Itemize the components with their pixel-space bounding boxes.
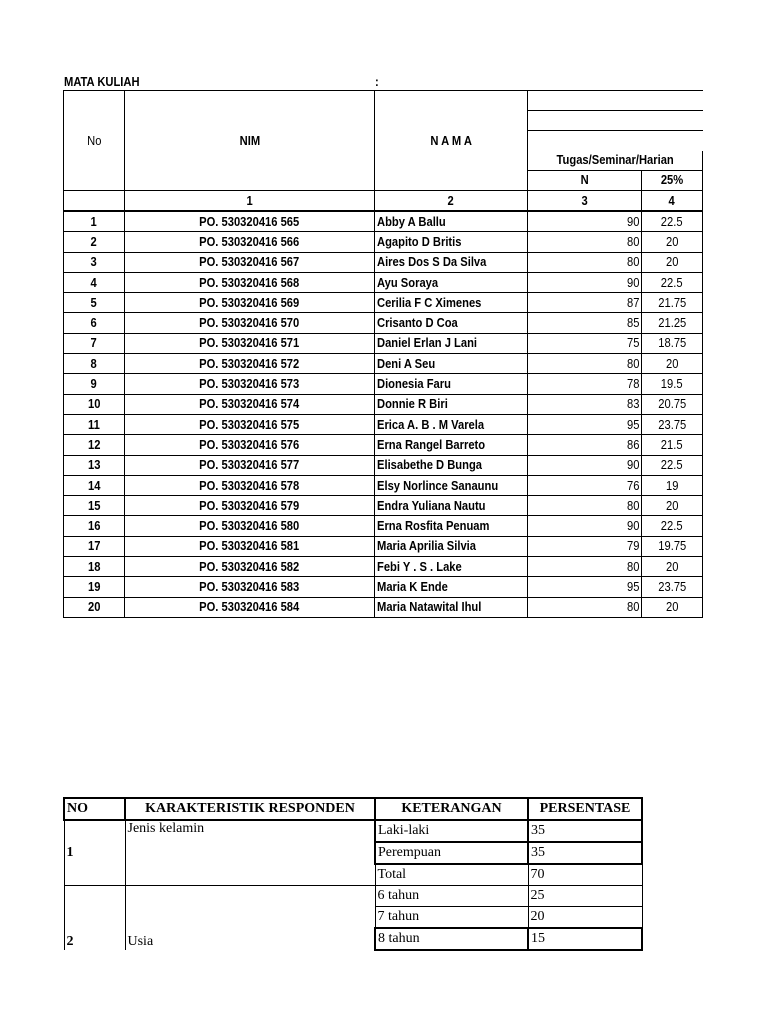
row-nama: Endra Yuliana Nautu xyxy=(375,496,528,516)
row-score: 21.25 xyxy=(642,313,703,333)
row-no: 3 xyxy=(64,252,125,272)
row-score: 21.5 xyxy=(642,435,703,455)
respondent-table xyxy=(63,797,643,951)
resp-group2-label: Usia xyxy=(125,886,375,951)
header-nama: N A M A xyxy=(375,91,528,191)
row-nim: PO. 530320416 571 xyxy=(125,333,375,353)
row-no: 16 xyxy=(64,516,125,536)
header-nim: NIM xyxy=(125,91,375,191)
row-score: 20.75 xyxy=(642,394,703,414)
row-nama: Deni A Seu xyxy=(375,354,528,374)
row-n: 85 xyxy=(528,313,642,333)
table-row xyxy=(64,435,703,455)
row-no: 4 xyxy=(64,272,125,292)
row-score: 19.5 xyxy=(642,374,703,394)
resp-group1-pct-2: 35 xyxy=(528,842,642,864)
row-nim: PO. 530320416 568 xyxy=(125,272,375,292)
row-nama: Aires Dos S Da Silva xyxy=(375,252,528,272)
row-no: 9 xyxy=(64,374,125,394)
row-n: 80 xyxy=(528,252,642,272)
row-n: 87 xyxy=(528,293,642,313)
header-blank-1 xyxy=(528,91,703,111)
row-score: 19 xyxy=(642,475,703,495)
row-n: 78 xyxy=(528,374,642,394)
row-nim: PO. 530320416 578 xyxy=(125,475,375,495)
row-no: 7 xyxy=(64,333,125,353)
row-nim: PO. 530320416 567 xyxy=(125,252,375,272)
row-score: 22.5 xyxy=(642,211,703,232)
index-3: 3 xyxy=(528,191,642,212)
resp-group2-pct-3: 15 xyxy=(528,928,642,950)
row-n: 83 xyxy=(528,394,642,414)
header-blank-3 xyxy=(528,131,703,151)
row-n: 80 xyxy=(528,597,642,617)
row-nim: PO. 530320416 576 xyxy=(125,435,375,455)
resp-group2-no: 2 xyxy=(64,886,125,951)
row-nim: PO. 530320416 572 xyxy=(125,354,375,374)
row-no: 17 xyxy=(64,536,125,556)
row-score: 20 xyxy=(642,354,703,374)
row-nama: Abby A Ballu xyxy=(375,211,528,232)
row-nim: PO. 530320416 584 xyxy=(125,597,375,617)
row-no: 6 xyxy=(64,313,125,333)
row-nim: PO. 530320416 566 xyxy=(125,232,375,252)
table-row xyxy=(64,374,703,394)
row-nim: PO. 530320416 575 xyxy=(125,414,375,434)
table-row xyxy=(64,577,703,597)
resp-header-keterangan: KETERANGAN xyxy=(375,798,528,820)
row-nama: Erna Rangel Barreto xyxy=(375,435,528,455)
row-no: 12 xyxy=(64,435,125,455)
row-no: 19 xyxy=(64,577,125,597)
row-n: 90 xyxy=(528,455,642,475)
row-nama: Maria K Ende xyxy=(375,577,528,597)
table-row xyxy=(64,394,703,414)
table-row xyxy=(64,333,703,353)
row-nama: Maria Natawital Ihul xyxy=(375,597,528,617)
resp-group1-no: 1 xyxy=(64,820,125,886)
row-n: 80 xyxy=(528,496,642,516)
row-nama: Erica A. B . M Varela xyxy=(375,414,528,434)
table-row xyxy=(64,211,703,232)
resp-group1-pct-3: 70 xyxy=(528,864,642,886)
row-n: 90 xyxy=(528,211,642,232)
row-nama: Agapito D Britis xyxy=(375,232,528,252)
resp-group2-ket-1: 6 tahun xyxy=(375,886,528,907)
row-score: 20 xyxy=(642,232,703,252)
row-n: 80 xyxy=(528,232,642,252)
row-nama: Cerilia F C Ximenes xyxy=(375,293,528,313)
table-row xyxy=(64,496,703,516)
resp-group1-ket-3: Total xyxy=(375,864,528,886)
row-no: 11 xyxy=(64,414,125,434)
row-nim: PO. 530320416 577 xyxy=(125,455,375,475)
row-n: 75 xyxy=(528,333,642,353)
table-row xyxy=(64,475,703,495)
table-row xyxy=(64,455,703,475)
row-nim: PO. 530320416 569 xyxy=(125,293,375,313)
row-nama: Erna Rosfita Penuam xyxy=(375,516,528,536)
table-row xyxy=(64,293,703,313)
resp-group2-ket-2: 7 tahun xyxy=(375,907,528,929)
mata-kuliah-colon: : xyxy=(375,74,379,89)
resp-header-persentase: PERSENTASE xyxy=(528,798,642,820)
row-score: 23.75 xyxy=(642,577,703,597)
row-score: 19.75 xyxy=(642,536,703,556)
resp-group1-label: Jenis kelamin xyxy=(125,820,375,886)
row-score: 23.75 xyxy=(642,414,703,434)
row-nim: PO. 530320416 582 xyxy=(125,557,375,577)
row-nama: Dionesia Faru xyxy=(375,374,528,394)
row-no: 14 xyxy=(64,475,125,495)
resp-header-karakteristik: KARAKTERISTIK RESPONDEN xyxy=(125,798,375,820)
row-no: 13 xyxy=(64,455,125,475)
row-score: 20 xyxy=(642,252,703,272)
resp-group2-ket-3: 8 tahun xyxy=(375,928,528,950)
row-no: 8 xyxy=(64,354,125,374)
row-nama: Febi Y . S . Lake xyxy=(375,557,528,577)
table-row xyxy=(64,516,703,536)
row-no: 20 xyxy=(64,597,125,617)
resp-header-no: NO xyxy=(64,798,125,820)
row-nim: PO. 530320416 579 xyxy=(125,496,375,516)
header-n: N xyxy=(528,170,642,190)
row-score: 20 xyxy=(642,557,703,577)
table-row xyxy=(64,597,703,617)
row-n: 90 xyxy=(528,516,642,536)
table-row xyxy=(64,354,703,374)
row-n: 79 xyxy=(528,536,642,556)
row-no: 5 xyxy=(64,293,125,313)
resp-group1-ket-2: Perempuan xyxy=(375,842,528,864)
row-nim: PO. 530320416 573 xyxy=(125,374,375,394)
row-no: 18 xyxy=(64,557,125,577)
row-score: 22.5 xyxy=(642,516,703,536)
row-score: 21.75 xyxy=(642,293,703,313)
row-n: 80 xyxy=(528,557,642,577)
row-n: 80 xyxy=(528,354,642,374)
index-4: 4 xyxy=(642,191,703,212)
row-n: 95 xyxy=(528,577,642,597)
row-nama: Maria Aprilia Silvia xyxy=(375,536,528,556)
row-no: 1 xyxy=(64,211,125,232)
row-n: 90 xyxy=(528,272,642,292)
table-row xyxy=(64,557,703,577)
row-nama: Donnie R Biri xyxy=(375,394,528,414)
row-n: 76 xyxy=(528,475,642,495)
row-nama: Elsy Norlince Sanaunu xyxy=(375,475,528,495)
row-nim: PO. 530320416 570 xyxy=(125,313,375,333)
row-n: 95 xyxy=(528,414,642,434)
row-score: 20 xyxy=(642,496,703,516)
row-score: 20 xyxy=(642,597,703,617)
header-tugas: Tugas/Seminar/Harian xyxy=(528,151,703,171)
index-0 xyxy=(64,191,125,212)
resp-group1-ket-1: Laki-laki xyxy=(375,820,528,842)
table-row xyxy=(64,313,703,333)
header-blank-2 xyxy=(528,111,703,131)
header-no: No xyxy=(64,91,125,191)
mata-kuliah-label: MATA KULIAH xyxy=(64,74,140,89)
table-row xyxy=(64,272,703,292)
table-row xyxy=(64,232,703,252)
resp-group2-pct-1: 25 xyxy=(528,886,642,907)
row-nama: Crisanto D Coa xyxy=(375,313,528,333)
row-nim: PO. 530320416 583 xyxy=(125,577,375,597)
row-no: 2 xyxy=(64,232,125,252)
row-nama: Ayu Soraya xyxy=(375,272,528,292)
header-pct: 25% xyxy=(642,170,703,190)
index-2: 2 xyxy=(375,191,528,212)
row-nama: Daniel Erlan J Lani xyxy=(375,333,528,353)
row-nama: Elisabethe D Bunga xyxy=(375,455,528,475)
row-score: 22.5 xyxy=(642,272,703,292)
row-nim: PO. 530320416 580 xyxy=(125,516,375,536)
row-score: 18.75 xyxy=(642,333,703,353)
resp-group2-pct-2: 20 xyxy=(528,907,642,929)
index-1: 1 xyxy=(125,191,375,212)
row-nim: PO. 530320416 581 xyxy=(125,536,375,556)
resp-group1-pct-1: 35 xyxy=(528,820,642,842)
table-row xyxy=(64,414,703,434)
row-no: 15 xyxy=(64,496,125,516)
grade-table xyxy=(63,90,703,618)
table-row xyxy=(64,536,703,556)
row-n: 86 xyxy=(528,435,642,455)
row-nim: PO. 530320416 565 xyxy=(125,211,375,232)
row-score: 22.5 xyxy=(642,455,703,475)
table-row xyxy=(64,252,703,272)
row-nim: PO. 530320416 574 xyxy=(125,394,375,414)
row-no: 10 xyxy=(64,394,125,414)
